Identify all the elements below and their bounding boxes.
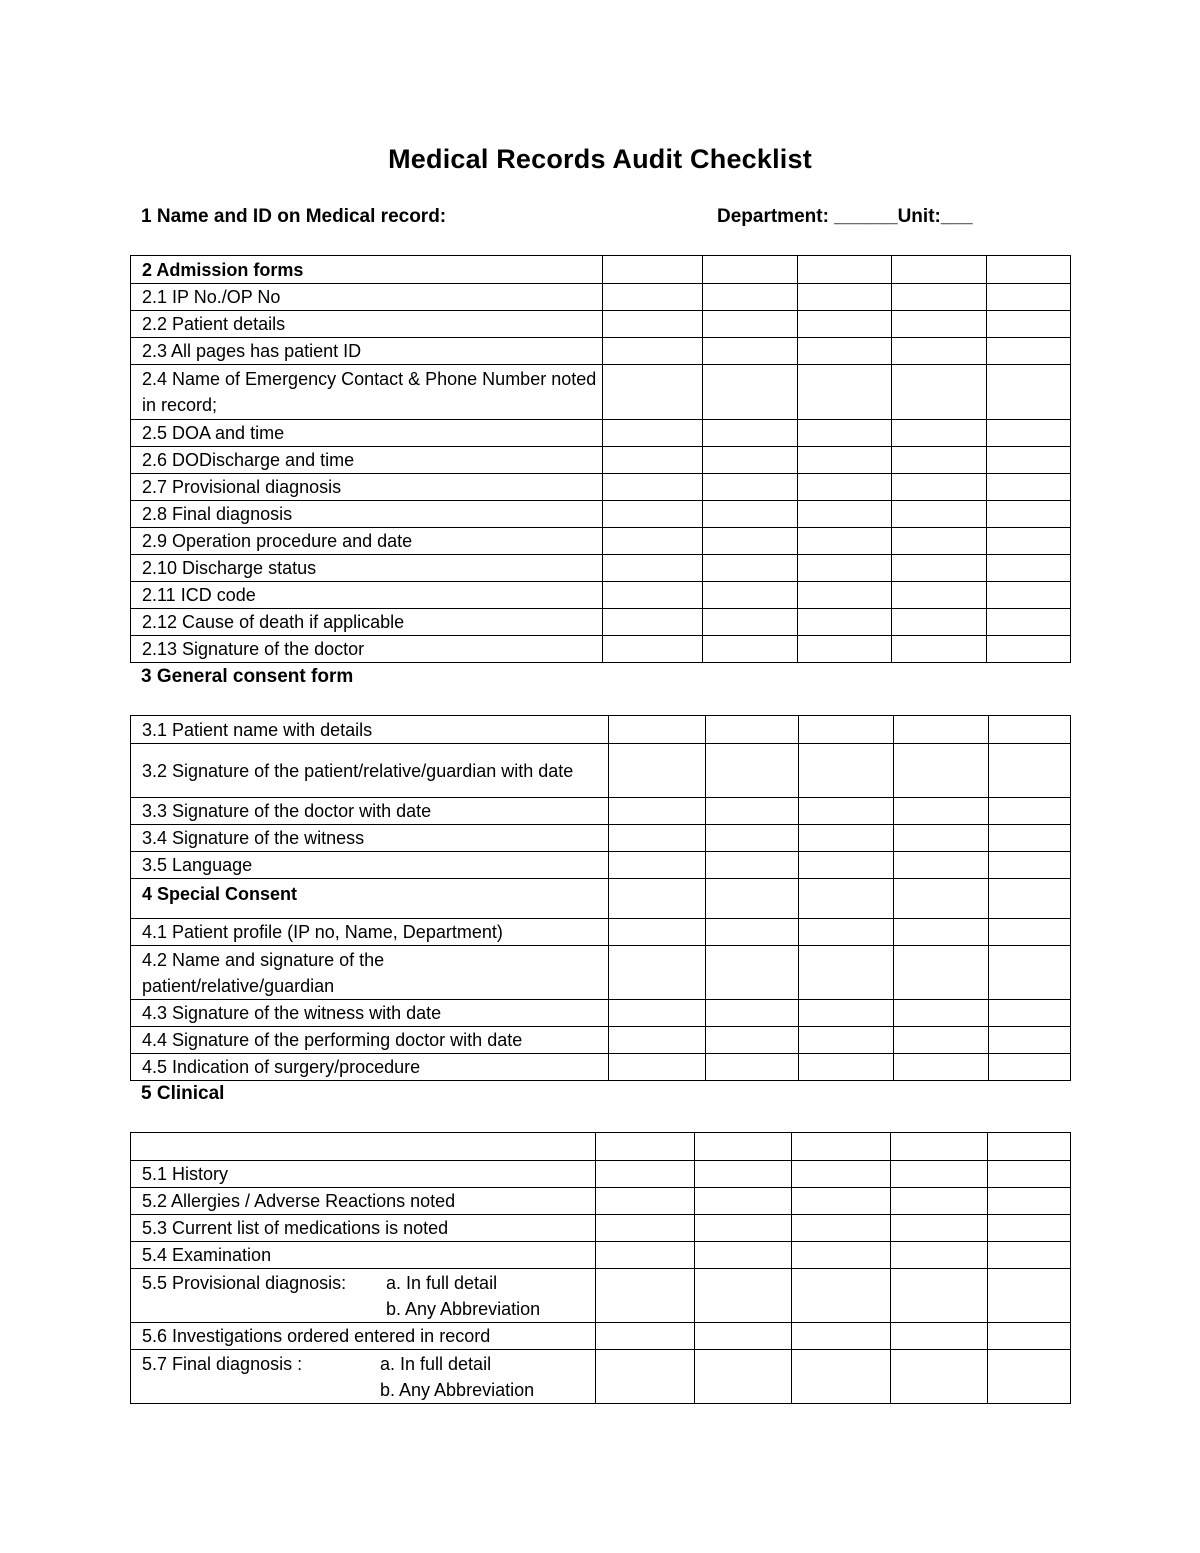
checkbox-cell[interactable] xyxy=(799,1000,894,1027)
checkbox-cell[interactable] xyxy=(695,1350,792,1404)
checkbox-cell[interactable] xyxy=(892,447,987,474)
checkbox-cell[interactable] xyxy=(792,1161,891,1188)
checkbox-cell[interactable] xyxy=(892,365,987,420)
checkbox-cell[interactable] xyxy=(798,311,892,338)
checkbox-cell[interactable] xyxy=(989,825,1071,852)
checkbox-cell[interactable] xyxy=(703,311,798,338)
checkbox-cell[interactable] xyxy=(609,1054,706,1081)
table-row-label: 4.5 Indication of surgery/procedure xyxy=(131,1054,609,1081)
checkbox-cell[interactable] xyxy=(798,609,892,636)
checkbox-cell[interactable] xyxy=(609,1027,706,1054)
checkbox-cell[interactable] xyxy=(987,609,1071,636)
table-row-label: 4.2 Name and signature of the patient/relative/guardian xyxy=(131,946,609,1000)
table-row-label: 3.2 Signature of the patient/relative/guardian with date xyxy=(131,744,609,798)
full-detail-option: a. In full detail xyxy=(386,1272,498,1293)
checkbox-cell[interactable] xyxy=(798,582,892,609)
checkbox-cell[interactable] xyxy=(987,555,1071,582)
table-row-label: 2.11 ICD code xyxy=(131,582,603,609)
checkbox-cell[interactable] xyxy=(799,946,894,1000)
table-row-label: 4.3 Signature of the witness with date xyxy=(131,1000,609,1027)
checkbox-cell[interactable] xyxy=(792,1133,891,1161)
table-row-label: 2.1 IP No./OP No xyxy=(131,284,603,311)
checkbox-cell[interactable] xyxy=(798,447,892,474)
table-row-label: 4.1 Patient profile (IP no, Name, Department) xyxy=(131,919,609,946)
checkbox-cell[interactable] xyxy=(798,501,892,528)
checkbox-cell[interactable] xyxy=(603,338,703,365)
table-row-label: 5.4 Examination xyxy=(131,1242,596,1269)
checkbox-cell[interactable] xyxy=(891,1215,988,1242)
checkbox-cell[interactable] xyxy=(987,284,1071,311)
checkbox-cell[interactable] xyxy=(706,852,799,879)
special-consent-heading: 4 Special Consent xyxy=(131,879,609,919)
checkbox-cell[interactable] xyxy=(792,1269,891,1323)
checkbox-cell[interactable] xyxy=(987,636,1071,663)
checkbox-cell[interactable] xyxy=(596,1323,695,1350)
checkbox-cell[interactable] xyxy=(603,256,703,284)
checkbox-cell[interactable] xyxy=(609,1000,706,1027)
checkbox-cell[interactable] xyxy=(798,474,892,501)
checkbox-cell[interactable] xyxy=(603,501,703,528)
checkbox-cell[interactable] xyxy=(989,1000,1071,1027)
checkbox-cell[interactable] xyxy=(603,311,703,338)
checkbox-cell[interactable] xyxy=(792,1188,891,1215)
checkbox-cell[interactable] xyxy=(987,420,1071,447)
abbreviation-option: b. Any Abbreviation xyxy=(386,1298,541,1319)
checkbox-cell[interactable] xyxy=(703,555,798,582)
checkbox-cell[interactable] xyxy=(894,798,989,825)
checkbox-cell[interactable] xyxy=(892,555,987,582)
checkbox-cell[interactable] xyxy=(596,1161,695,1188)
checkbox-cell[interactable] xyxy=(799,879,894,919)
checkbox-cell[interactable] xyxy=(799,1027,894,1054)
table-row-label xyxy=(131,1350,596,1404)
checkbox-cell[interactable] xyxy=(894,946,989,1000)
clinical-heading: 5 Clinical xyxy=(141,1083,225,1104)
checkbox-cell[interactable] xyxy=(792,1323,891,1350)
checkbox-cell[interactable] xyxy=(798,284,892,311)
checkbox-cell[interactable] xyxy=(989,1027,1071,1054)
table-row-label: 5.6 Investigations ordered entered in record xyxy=(131,1323,596,1350)
checkbox-cell[interactable] xyxy=(703,528,798,555)
checkbox-cell[interactable] xyxy=(799,1054,894,1081)
checkbox-cell[interactable] xyxy=(798,420,892,447)
table-row-label: 3.4 Signature of the witness xyxy=(131,825,609,852)
checkbox-cell[interactable] xyxy=(799,744,894,798)
checkbox-cell[interactable] xyxy=(987,365,1071,420)
checkbox-cell[interactable] xyxy=(892,474,987,501)
checkbox-cell[interactable] xyxy=(988,1188,1071,1215)
checkbox-cell[interactable] xyxy=(596,1350,695,1404)
checkbox-cell[interactable] xyxy=(799,852,894,879)
checkbox-cell[interactable] xyxy=(989,852,1071,879)
table-row-label: 2.5 DOA and time xyxy=(131,420,603,447)
full-detail-option: a. In full detail xyxy=(380,1353,492,1374)
table-row-label: 2.6 DODischarge and time xyxy=(131,447,603,474)
checkbox-cell[interactable] xyxy=(894,744,989,798)
checkbox-cell[interactable] xyxy=(892,636,987,663)
consent-table xyxy=(130,715,1071,1081)
checkbox-cell[interactable] xyxy=(706,1000,799,1027)
checkbox-cell[interactable] xyxy=(792,1215,891,1242)
checkbox-cell[interactable] xyxy=(703,474,798,501)
checkbox-cell[interactable] xyxy=(892,311,987,338)
checkbox-cell[interactable] xyxy=(703,582,798,609)
name-id-label: 1 Name and ID on Medical record: xyxy=(141,206,447,227)
checkbox-cell[interactable] xyxy=(894,919,989,946)
checkbox-cell[interactable] xyxy=(609,825,706,852)
checkbox-cell[interactable] xyxy=(706,798,799,825)
checkbox-cell[interactable] xyxy=(706,1027,799,1054)
checkbox-cell[interactable] xyxy=(989,919,1071,946)
checkbox-cell[interactable] xyxy=(894,1000,989,1027)
checkbox-cell[interactable] xyxy=(798,338,892,365)
checkbox-cell[interactable] xyxy=(892,284,987,311)
checkbox-cell[interactable] xyxy=(695,1215,792,1242)
checkbox-cell[interactable] xyxy=(603,474,703,501)
checkbox-cell[interactable] xyxy=(894,825,989,852)
general-consent-heading: 3 General consent form xyxy=(141,666,354,687)
checkbox-cell[interactable] xyxy=(892,528,987,555)
table-row-label: 2.3 All pages has patient ID xyxy=(131,338,603,365)
checkbox-cell[interactable] xyxy=(987,582,1071,609)
checkbox-cell[interactable] xyxy=(891,1133,988,1161)
checkbox-cell[interactable] xyxy=(706,946,799,1000)
table-row-label xyxy=(131,1133,596,1161)
checkbox-cell[interactable] xyxy=(596,1188,695,1215)
checkbox-cell[interactable] xyxy=(891,1188,988,1215)
checkbox-cell[interactable] xyxy=(603,636,703,663)
checkbox-cell[interactable] xyxy=(792,1242,891,1269)
checkbox-cell[interactable] xyxy=(703,420,798,447)
clinical-table xyxy=(130,1132,1071,1404)
table-row-label: 2.12 Cause of death if applicable xyxy=(131,609,603,636)
checkbox-cell[interactable] xyxy=(703,636,798,663)
checkbox-cell[interactable] xyxy=(706,879,799,919)
checkbox-cell[interactable] xyxy=(703,284,798,311)
table-row-label: 5.2 Allergies / Adverse Reactions noted xyxy=(131,1188,596,1215)
checkbox-cell[interactable] xyxy=(703,338,798,365)
abbreviation-option: b. Any Abbreviation xyxy=(380,1379,535,1400)
checkbox-cell[interactable] xyxy=(988,1133,1071,1161)
table-row-label: 2 Admission forms xyxy=(131,256,603,284)
checkbox-cell[interactable] xyxy=(894,716,989,744)
checkbox-cell[interactable] xyxy=(987,311,1071,338)
checkbox-cell[interactable] xyxy=(891,1323,988,1350)
table-row-label: 5.3 Current list of medications is noted xyxy=(131,1215,596,1242)
checkbox-cell[interactable] xyxy=(798,256,892,284)
checkbox-cell[interactable] xyxy=(609,946,706,1000)
checkbox-cell[interactable] xyxy=(596,1133,695,1161)
checkbox-cell[interactable] xyxy=(892,256,987,284)
checkbox-cell[interactable] xyxy=(891,1269,988,1323)
checkbox-cell[interactable] xyxy=(695,1161,792,1188)
checkbox-cell[interactable] xyxy=(603,420,703,447)
checkbox-cell[interactable] xyxy=(792,1350,891,1404)
checkbox-cell[interactable] xyxy=(609,852,706,879)
checkbox-cell[interactable] xyxy=(703,447,798,474)
checkbox-cell[interactable] xyxy=(892,338,987,365)
checkbox-cell[interactable] xyxy=(892,609,987,636)
table-row-label: 2.10 Discharge status xyxy=(131,555,603,582)
checkbox-cell[interactable] xyxy=(989,716,1071,744)
checkbox-cell[interactable] xyxy=(987,447,1071,474)
checkbox-cell[interactable] xyxy=(989,744,1071,798)
checkbox-cell[interactable] xyxy=(988,1242,1071,1269)
checkbox-cell[interactable] xyxy=(695,1242,792,1269)
checkbox-cell[interactable] xyxy=(894,1027,989,1054)
checkbox-cell[interactable] xyxy=(894,1054,989,1081)
table-row-label: 2.7 Provisional diagnosis xyxy=(131,474,603,501)
checkbox-cell[interactable] xyxy=(609,744,706,798)
checkbox-cell[interactable] xyxy=(892,582,987,609)
checkbox-cell[interactable] xyxy=(892,501,987,528)
table-row-label: 3.5 Language xyxy=(131,852,609,879)
checkbox-cell[interactable] xyxy=(703,365,798,420)
checkbox-cell[interactable] xyxy=(988,1269,1071,1323)
checkbox-cell[interactable] xyxy=(799,919,894,946)
checkbox-cell[interactable] xyxy=(609,879,706,919)
checkbox-cell[interactable] xyxy=(987,474,1071,501)
checkbox-cell[interactable] xyxy=(988,1215,1071,1242)
admission-forms-table xyxy=(130,255,1071,663)
checkbox-cell[interactable] xyxy=(989,798,1071,825)
checkbox-cell[interactable] xyxy=(703,256,798,284)
checkbox-cell[interactable] xyxy=(703,501,798,528)
checkbox-cell[interactable] xyxy=(603,365,703,420)
checkbox-cell[interactable] xyxy=(891,1242,988,1269)
checkbox-cell[interactable] xyxy=(706,919,799,946)
checkbox-cell[interactable] xyxy=(706,716,799,744)
checkbox-cell[interactable] xyxy=(798,365,892,420)
table-row-label: 2.4 Name of Emergency Contact & Phone Number noted in record; xyxy=(131,365,603,420)
checkbox-cell[interactable] xyxy=(799,825,894,852)
checkbox-cell[interactable] xyxy=(703,609,798,636)
checkbox-cell[interactable] xyxy=(799,798,894,825)
checkbox-cell[interactable] xyxy=(609,716,706,744)
checkbox-cell[interactable] xyxy=(988,1350,1071,1404)
checkbox-cell[interactable] xyxy=(695,1323,792,1350)
checkbox-cell[interactable] xyxy=(892,420,987,447)
checkbox-cell[interactable] xyxy=(798,636,892,663)
checkbox-cell[interactable] xyxy=(989,879,1071,919)
checkbox-cell[interactable] xyxy=(988,1161,1071,1188)
checkbox-cell[interactable] xyxy=(603,609,703,636)
table-row-label: 3.3 Signature of the doctor with date xyxy=(131,798,609,825)
table-row-label: 3.1 Patient name with details xyxy=(131,716,609,744)
checkbox-cell[interactable] xyxy=(603,284,703,311)
checkbox-cell[interactable] xyxy=(891,1350,988,1404)
checkbox-cell[interactable] xyxy=(987,338,1071,365)
table-row-label: 2.13 Signature of the doctor xyxy=(131,636,603,663)
checkbox-cell[interactable] xyxy=(891,1161,988,1188)
checkbox-cell[interactable] xyxy=(799,716,894,744)
checkbox-cell[interactable] xyxy=(695,1269,792,1323)
checkbox-cell[interactable] xyxy=(987,501,1071,528)
checkbox-cell[interactable] xyxy=(706,825,799,852)
table-row-label: 2.9 Operation procedure and date xyxy=(131,528,603,555)
checkbox-cell[interactable] xyxy=(695,1133,792,1161)
checkbox-cell[interactable] xyxy=(894,852,989,879)
checkbox-cell[interactable] xyxy=(596,1242,695,1269)
checkbox-cell[interactable] xyxy=(603,528,703,555)
checkbox-cell[interactable] xyxy=(894,879,989,919)
checkbox-cell[interactable] xyxy=(596,1269,695,1323)
checkbox-cell[interactable] xyxy=(609,798,706,825)
page-title: Medical Records Audit Checklist xyxy=(388,144,812,174)
checkbox-cell[interactable] xyxy=(989,946,1071,1000)
checkbox-cell[interactable] xyxy=(706,744,799,798)
provisional-diagnosis-label: 5.5 Provisional diagnosis: xyxy=(142,1272,347,1293)
checkbox-cell[interactable] xyxy=(798,528,892,555)
checkbox-cell[interactable] xyxy=(706,1054,799,1081)
checkbox-cell[interactable] xyxy=(609,919,706,946)
final-diagnosis-label: 5.7 Final diagnosis : xyxy=(142,1353,303,1374)
checkbox-cell[interactable] xyxy=(603,555,703,582)
checkbox-cell[interactable] xyxy=(987,528,1071,555)
checkbox-cell[interactable] xyxy=(988,1323,1071,1350)
table-row-label: 5.1 History xyxy=(131,1161,596,1188)
department-unit-label: Department: ______Unit:___ xyxy=(717,206,973,227)
checkbox-cell[interactable] xyxy=(695,1188,792,1215)
checkbox-cell[interactable] xyxy=(989,1054,1071,1081)
checkbox-cell[interactable] xyxy=(798,555,892,582)
table-row-label xyxy=(131,1269,596,1323)
table-row-label: 2.8 Final diagnosis xyxy=(131,501,603,528)
checkbox-cell[interactable] xyxy=(596,1215,695,1242)
checkbox-cell[interactable] xyxy=(603,447,703,474)
table-row-label: 2.2 Patient details xyxy=(131,311,603,338)
checkbox-cell[interactable] xyxy=(987,256,1071,284)
checkbox-cell[interactable] xyxy=(603,582,703,609)
table-row-label: 4.4 Signature of the performing doctor with date xyxy=(131,1027,609,1054)
